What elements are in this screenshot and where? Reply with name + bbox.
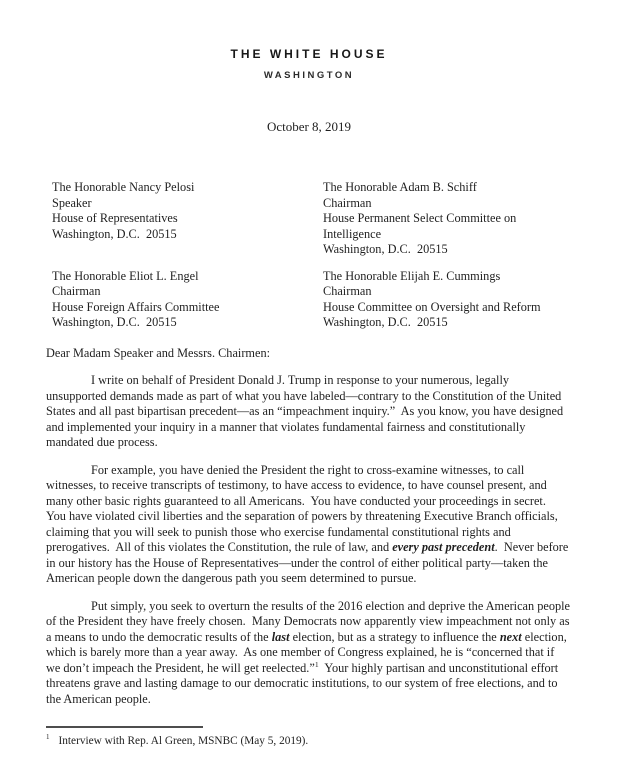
footnote-marker: 1: [46, 733, 50, 742]
salutation: Dear Madam Speaker and Messrs. Chairmen:: [46, 345, 271, 360]
recipient-schiff: [323, 180, 570, 258]
paragraph-1: I write on behalf of President Donald J. Trump in response to your numerous, legally unsupported demands made as part of what you have labeled—contrary to the Constitution of the United States and all past bipartisan precedent—as an “impeachment inquiry.” As you know, you have designed and implemented your inquiry in a manner that violates fundamental fairness and constitutionally mandated due process.: [46, 373, 567, 449]
recipient-org: House Foreign Affairs Committee: [52, 299, 220, 314]
recipient-name: The Honorable Adam B. Schiff: [323, 180, 477, 194]
letterhead-org: THE WHITE HOUSE: [230, 47, 388, 61]
letterhead: [0, 0, 618, 81]
recipient-title: Chairman: [323, 195, 372, 210]
recipient-cummings: [323, 269, 570, 331]
recipient-name: The Honorable Nancy Pelosi: [52, 180, 195, 194]
footnote-block: [46, 726, 570, 748]
recipient-address: Washington, D.C. 20515: [52, 226, 177, 241]
date-line: October 8, 2019: [266, 119, 352, 134]
footnote-divider: [46, 726, 203, 728]
recipient-name: The Honorable Eliot L. Engel: [52, 268, 199, 283]
recipient-address: Washington, D.C. 20515: [323, 315, 448, 329]
paragraph-3: Put simply, you seek to overturn the results of the 2016 election and deprive the American people of the President they have freely chosen. Many Democrats now apparently view impeachment not only as a means to undo the democratic results of the last election, but as a strategy to influence the next election, which is barely more than a year away. As one member of Congress explained, he is “concerned that if we don’t impeach the President, he will get reelected.”$^1$ Your highly partisan and unconstitutional effort threatens grave and lasting damage to our democratic institutions, to our system of free elections, and to the American people.: [46, 598, 574, 706]
recipient-org: House Permanent Select Committee on Intelligence: [323, 211, 520, 241]
footnote: [46, 735, 570, 748]
paragraph-2: For example, you have denied the President the right to cross-examine witnesses, to call witnesses, to receive transcripts of testimony, to have access to evidence, to have counsel present, and many other basic rights guaranteed to all Americans. You have conducted your proceedings in secret. You have violated civil liberties and the separation of powers by threatening Executive Branch officials, claiming that you will seek to punish those who exercise fundamental constitutional rights and prerogatives. All of this violates the Constitution, the rule of law, and every past precedent. Never before in our history has the House of Representatives—under the control of either political party—taken the American people down the dangerous path you seem determined to pursue.: [46, 462, 572, 585]
letter-body: [46, 373, 574, 707]
letterhead-city: WASHINGTON: [263, 70, 355, 81]
recipient-title: Chairman: [323, 284, 372, 298]
recipient-address: Washington, D.C. 20515: [52, 315, 177, 329]
recipient-title: Speaker: [52, 195, 92, 210]
recipients-grid: [52, 180, 618, 331]
recipient-name: The Honorable Elijah E. Cummings: [323, 268, 501, 283]
recipient-engel: [52, 269, 323, 331]
recipient-org: House of Representatives: [52, 211, 178, 225]
recipient-title: Chairman: [52, 284, 101, 298]
recipient-pelosi: [52, 180, 323, 242]
recipient-org: House Committee on Oversight and Reform: [323, 299, 541, 314]
footnote-text: Interview with Rep. Al Green, MSNBC (May 5, 2019).: [58, 735, 309, 747]
recipient-address: Washington, D.C. 20515: [323, 242, 448, 256]
